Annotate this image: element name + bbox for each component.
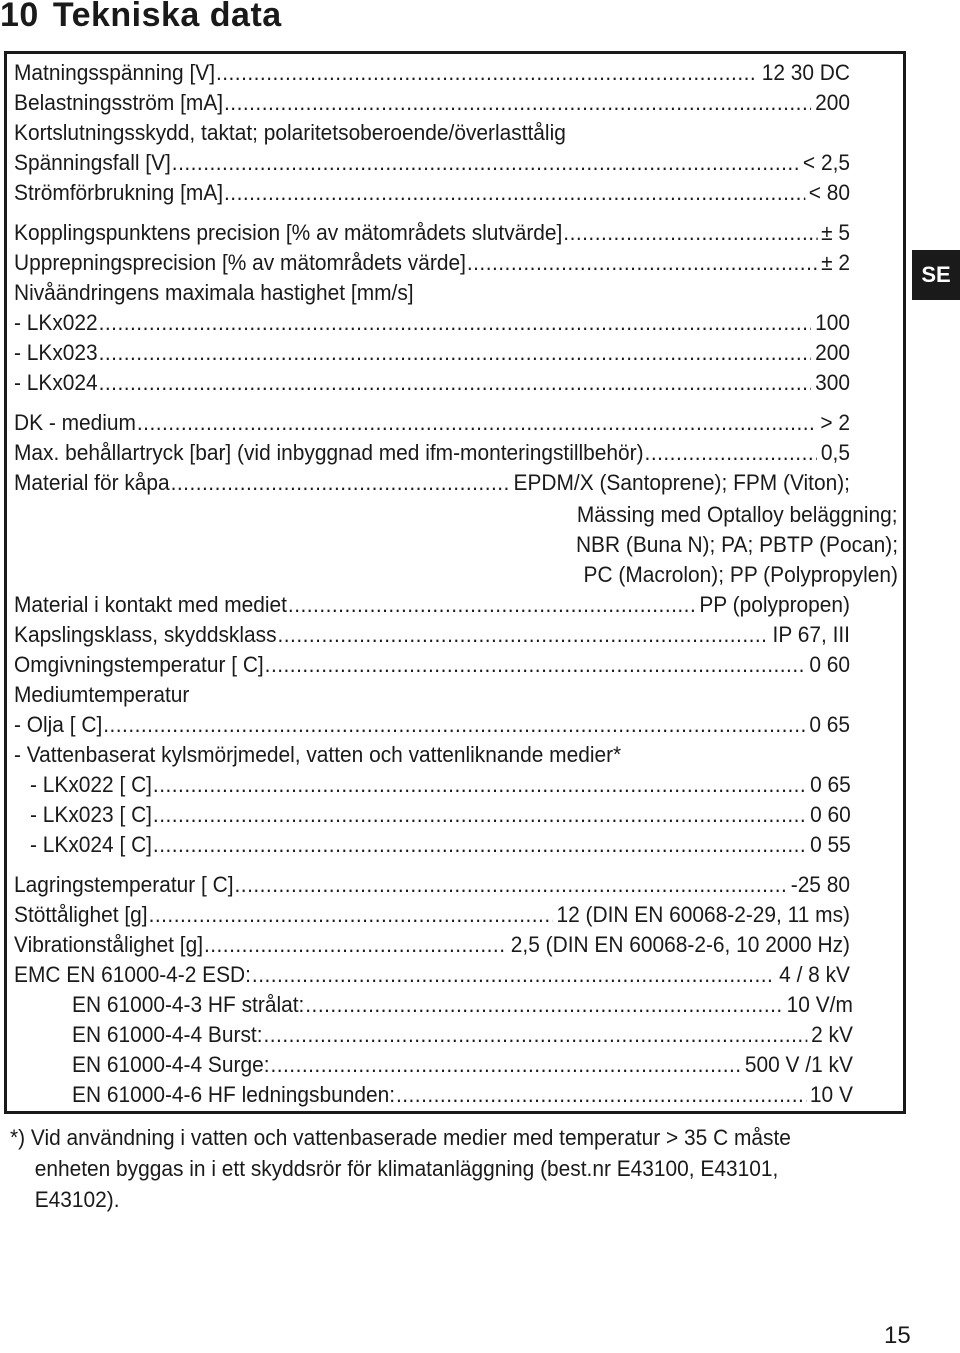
spec-row [14,55,850,86]
spec-value: 2 kV [811,1022,853,1047]
footnote-line: *) Vid användning i vatten och vattenbaserade medier med temperatur > 35 C måste [10,1125,791,1150]
spec-row [14,335,850,366]
dot-leader [288,592,696,618]
dot-leader [645,440,818,466]
spec-row [72,1077,853,1108]
footnote [10,1122,846,1215]
spec-row [14,647,850,678]
spec-value: 0 65 [809,712,850,737]
spec-label: EN 61000-4-4 Burst: [72,1022,263,1047]
spec-label: Vibrationstålighet [g] [14,932,204,957]
spec-label: Spänningsfall [V] [14,150,171,175]
spec-value: 0 60 [810,802,851,827]
spec-value: 0 55 [810,832,851,857]
spec-label: Stöttålighet [g] [14,902,148,927]
spec-value: > 2 [820,410,850,435]
spec-row [14,115,850,146]
spec-row [14,465,850,496]
language-tab: SE [912,250,960,300]
spec-value: 2,5 (DIN EN 60068-2-6, 10 2000 Hz) [510,932,850,957]
spec-row [72,987,853,1018]
spec-row [30,767,851,798]
spec-label: Mediumtemperatur [14,682,190,707]
spec-value: 0,5 [820,440,850,465]
dot-leader [99,340,812,366]
spec-row [14,867,850,898]
spec-label: - Olja [ C] [14,712,103,737]
dot-leader [563,220,817,246]
dot-leader [270,1052,741,1078]
spec-label: Lagringstemperatur [ C] [14,872,234,897]
spec-label: Nivåändringens maximala hastighet [mm/s] [14,280,414,305]
spec-row [14,617,850,648]
spec-row [30,827,851,858]
spec-value: ± 2 [821,250,850,275]
page-number: 15 [884,1322,911,1349]
dot-leader [224,90,811,116]
dot-leader [103,712,805,738]
dot-leader [204,932,507,958]
spec-label: Kopplingspunktens precision [% av mätområdets slutvärde] [14,220,563,245]
spec-value: 0 60 [809,652,850,677]
spec-label: Max. behållartryck [bar] (vid inbyggnad med ifm-monteringstillbehör) [14,440,644,465]
dot-leader [137,410,817,436]
spec-row [72,1017,853,1048]
spec-row [14,365,850,396]
spec-label: - LKx022 [ C] [30,772,152,797]
dot-leader [265,652,806,678]
spec-label: EN 61000-4-3 HF strålat: [72,992,305,1017]
spec-value: EPDM/X (Santoprene); FPM (Viton); [513,470,850,495]
spec-label: DK - medium [14,410,136,435]
spec-label: EN 61000-4-6 HF ledningsbunden: [72,1082,396,1107]
spec-row [14,957,850,988]
section-heading [0,0,282,35]
spec-value: IP 67, III [772,622,850,647]
dot-leader [216,60,758,86]
dot-leader [277,622,768,648]
spec-label: - LKx023 [ C] [30,802,152,827]
spec-value: < 2,5 [802,150,850,175]
spec-value: 12 30 DC [761,60,850,85]
dot-leader [172,150,799,176]
spec-row [14,175,850,206]
spec-label: Kapslingsklass, skyddsklass [14,622,277,647]
spec-label: Strömförbrukning [mA] [14,180,224,205]
dot-leader [153,802,806,828]
spec-label: Material i kontakt med mediet [14,592,287,617]
spec-row [14,927,850,958]
footnote-line: E43102). [34,1187,120,1212]
dot-leader [263,1022,807,1048]
footnote-line: enheten byggas in i ett skyddsrör för klimatanläggning (best.nr E43100, E43101, [34,1156,779,1181]
spec-label: - LKx024 [ C] [30,832,152,857]
spec-label: Belastningsström [mA] [14,90,224,115]
spec-label: - LKx024 [14,370,98,395]
material-continuation-line: Mässing med Optalloy beläggning; [577,502,898,527]
dot-leader [396,1082,806,1108]
dot-leader [467,250,817,276]
dot-leader [305,992,783,1018]
spec-label: - LKx023 [14,340,98,365]
dot-leader [153,832,806,858]
spec-value: -25 80 [790,872,850,897]
spec-row [14,85,850,116]
spec-label: Omgivningstemperatur [ C] [14,652,264,677]
section-number: 10 [0,0,39,34]
spec-label: Material för kåpa [14,470,170,495]
spec-value: 0 65 [810,772,851,797]
dot-leader [99,370,812,396]
spec-value: PP (polypropen) [699,592,850,617]
spec-row [14,215,850,246]
dot-leader [252,962,775,988]
spec-row [14,275,850,306]
spec-value: 100 [815,310,850,335]
spec-row [14,587,850,618]
dot-leader [99,310,812,336]
spec-label: Upprepningsprecision [% av mätområdets värde] [14,250,466,275]
spec-value: 200 [815,90,850,115]
dot-leader [149,902,553,928]
spec-value: 300 [815,370,850,395]
spec-row [14,677,850,708]
spec-row [14,245,850,276]
spec-row [14,435,850,466]
spec-value: 200 [815,340,850,365]
spec-label: Kortslutningsskydd, taktat; polaritetsoberoende/överlasttålig [14,120,566,145]
spec-label: - Vattenbaserat kylsmörjmedel, vatten och vattenliknande medier* [14,742,622,767]
dot-leader [224,180,805,206]
section-title: Tekniska data [52,0,282,34]
spec-row [72,1047,853,1078]
spec-row [14,405,850,436]
spec-value: ± 5 [821,220,850,245]
spec-label: - LKx022 [14,310,98,335]
material-continuation-line: PC (Macrolon); PP (Polypropylen) [583,562,898,587]
spec-label: EMC EN 61000-4-2 ESD: [14,962,251,987]
spec-value: 10 V [809,1082,853,1107]
spec-row [14,305,850,336]
dot-leader [235,872,787,898]
material-continuation-line: NBR (Buna N); PA; PBTP (Pocan); [575,532,898,557]
dot-leader [153,772,806,798]
spec-row [14,145,850,176]
spec-label: EN 61000-4-4 Surge: [72,1052,270,1077]
spec-value: 10 V/m [786,992,853,1017]
spec-row [14,897,850,928]
spec-value: 4 / 8 kV [779,962,850,987]
spec-value: 12 (DIN EN 60068-2-29, 11 ms) [556,902,850,927]
spec-row [14,737,850,768]
spec-row [30,797,851,828]
spec-label: Matningsspänning [V] [14,60,215,85]
spec-row [14,707,850,738]
spec-value: < 80 [808,180,850,205]
dot-leader [171,470,510,496]
spec-value: 500 V /1 kV [744,1052,853,1077]
